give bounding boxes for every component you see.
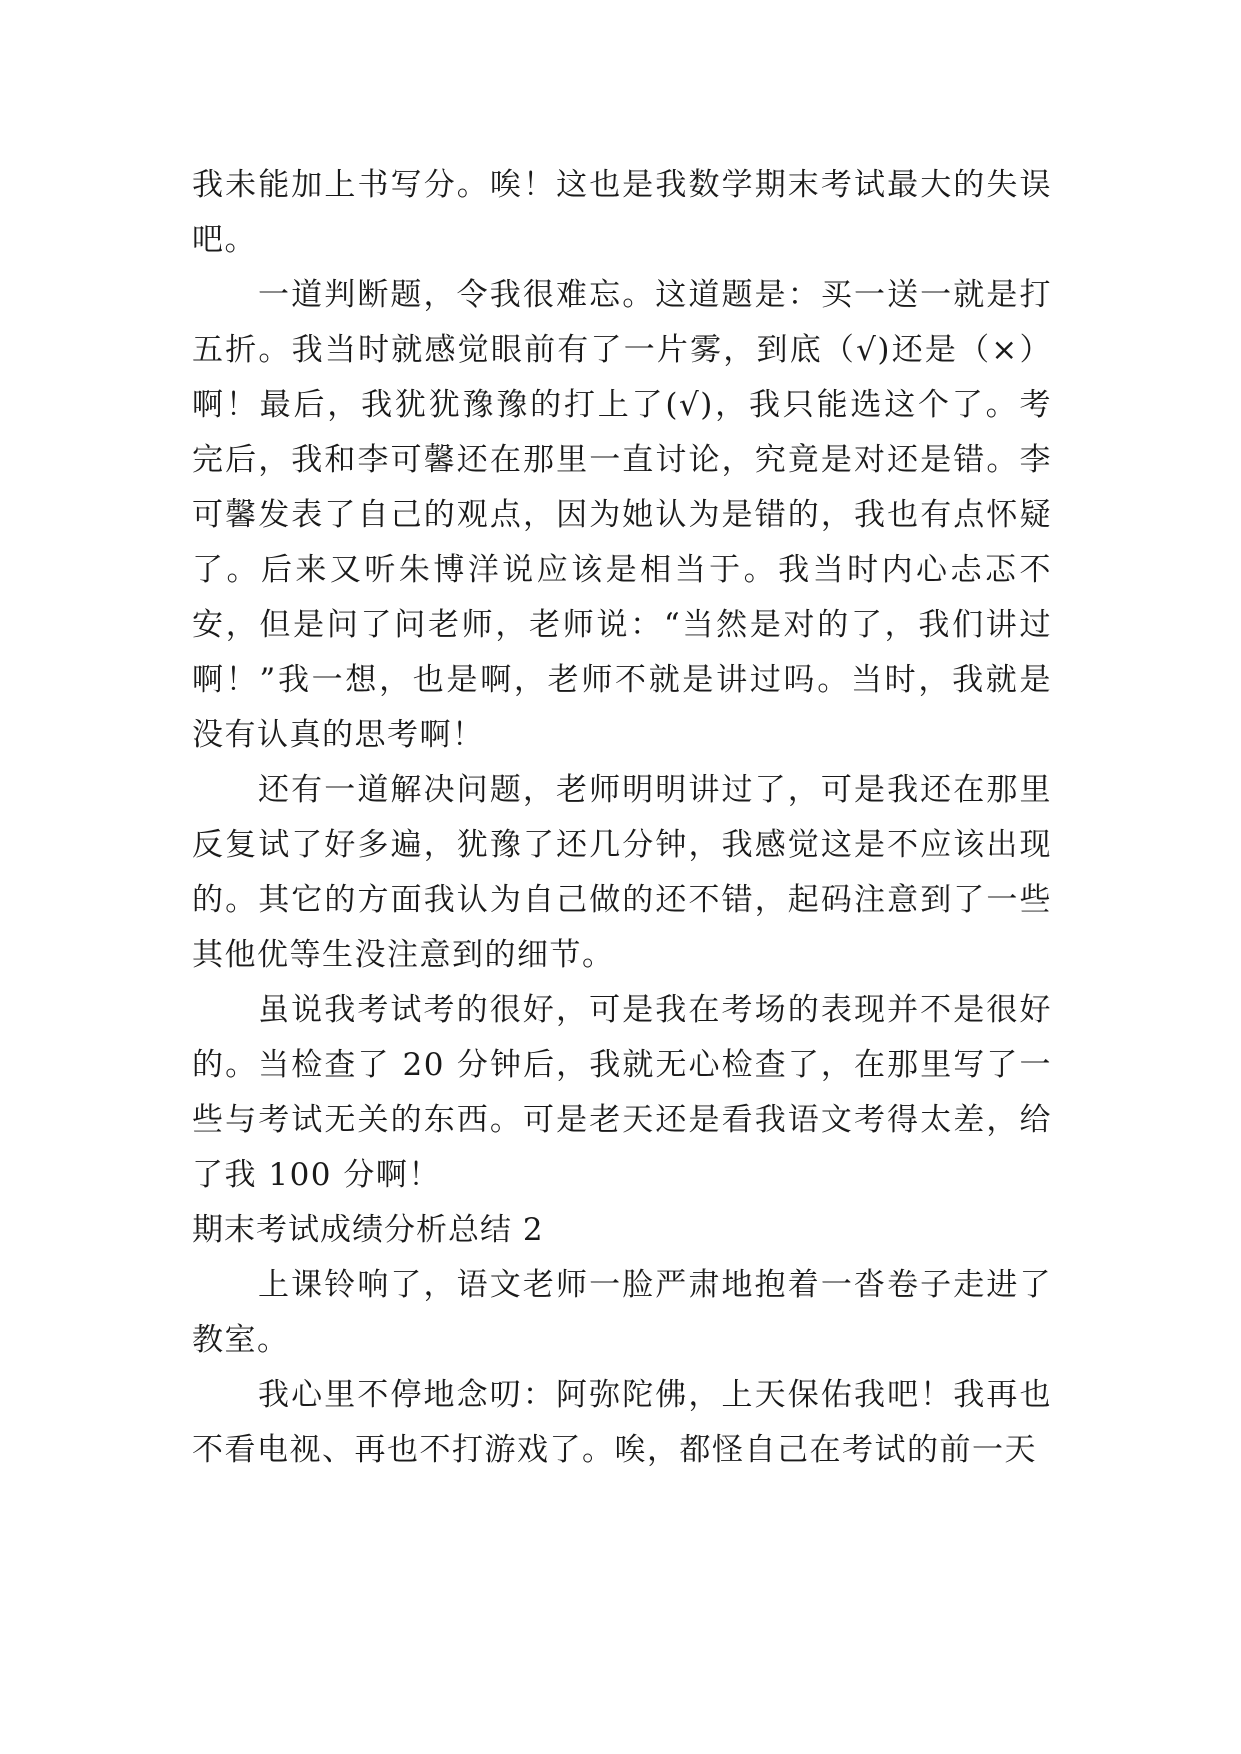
section-title: 期末考试成绩分析总结 2 <box>192 1212 544 1248</box>
paragraph: 虽说我考试考的很好，可是我在考场的表现并不是很好的。当检查了 20 分钟后，我就无心检查了，在那里写了一些与考试无关的东西。可是老天还是看我语文考得太差，给了我 100 分啊！ <box>192 992 1052 1193</box>
paragraph: 我未能加上书写分。唉！这也是我数学期末考试最大的失误吧。 <box>192 167 1052 258</box>
paragraph: 一道判断题，令我很难忘。这道题是：买一送一就是打五折。我当时就感觉眼前有了一片雾，到底（√)还是（×）啊！最后，我犹犹豫豫的打上了(√)，我只能选这个了。考完后，我和李可馨还在那里一直讨论，究竟是对还是错。李可馨发表了自己的观点，因为她认为是错的，我也有点怀疑了。后来又听朱博洋说应该是相当于。我当时内心忐忑不安，但是问了问老师，老师说：“当然是对的了，我们讲过啊！”我一想，也是啊，老师不就是讲过吗。当时，我就是没有认真的思考啊！ <box>192 277 1052 753</box>
paragraph: 我心里不停地念叨：阿弥陀佛，上天保佑我吧！我再也不看电视、再也不打游戏了。唉，都怪自己在考试的前一天 <box>192 1377 1052 1468</box>
paragraph: 上课铃响了，语文老师一脸严肃地抱着一沓卷子走进了教室。 <box>192 1267 1052 1358</box>
document-body <box>192 158 1052 1478</box>
paragraph: 还有一道解决问题，老师明明讲过了，可是我还在那里反复试了好多遍，犹豫了还几分钟，我感觉这是不应该出现的。其它的方面我认为自己做的还不错，起码注意到了一些其他优等生没注意到的细节。 <box>192 772 1052 973</box>
